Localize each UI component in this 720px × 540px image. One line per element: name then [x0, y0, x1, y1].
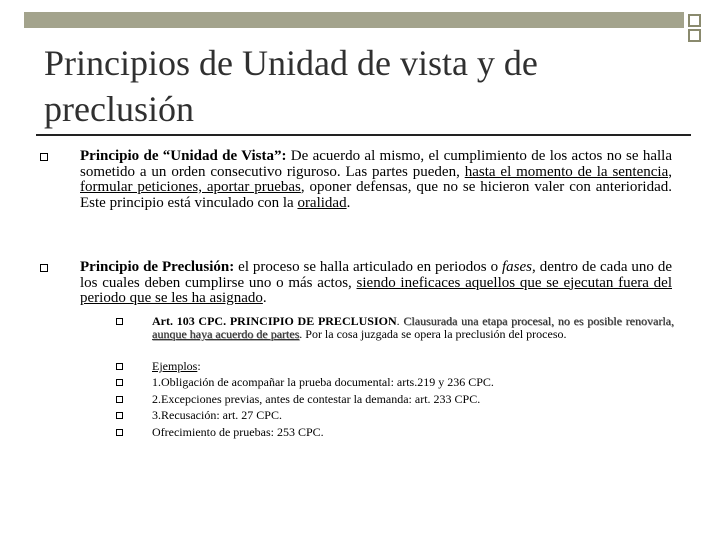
para1-text-3: .: [346, 194, 351, 211]
paragraph-preclusion: [80, 260, 672, 307]
bullet-icon: [40, 153, 48, 161]
sub-bullet-icon: [116, 379, 123, 386]
para2-text-3: .: [262, 290, 267, 306]
para2-text-2: , dentro de cada uno de los cuales deben cumplirse uno o más actos,: [80, 259, 673, 291]
sub-item-art-103: [152, 315, 674, 341]
corner-square-bottom: [688, 29, 701, 42]
sub-bullet-icon: [116, 412, 123, 419]
ejemplos-colon: :: [197, 359, 201, 373]
para1-underlined: hasta el momento de la sentencia, formular peticiones, aportar pruebas: [80, 163, 672, 195]
sub-bullet-icon: [116, 429, 123, 436]
sub-item-shadow-text: Clausurada una etapa procesal, no es posible renovarla,: [403, 314, 674, 328]
sub-item-example-1: 1.Obligación de acompañar la prueba documental: arts.219 y 236 CPC.: [152, 375, 494, 389]
sub-bullet-icon: [116, 396, 123, 403]
para1-text-2: , oponer defensas, que no se hicieron valer con anterioridad. Este principio está vinculado con la: [80, 179, 672, 211]
sub-item-heading: Art. 103 CPC. PRINCIPIO DE PRECLUSION: [152, 314, 397, 328]
sub-bullet-icon: [116, 318, 123, 325]
para2-italic: fases: [502, 259, 533, 275]
para2-underlined: siendo ineficaces aquellos que se ejecutan fuera del periodo que se les ha asignado: [80, 274, 672, 306]
header-bar: [24, 12, 684, 28]
sub-item-text-2: . Por la cosa juzgada se opera la preclusión del proceso.: [299, 327, 567, 341]
para2-text: el proceso se halla articulado en periodos o: [234, 259, 503, 275]
sub-item-underlined: aunque haya acuerdo de partes: [152, 327, 300, 341]
sub-item-example-2: 2.Excepciones previas, antes de contestar la demanda: art. 233 CPC.: [152, 392, 481, 406]
para1-heading: Principio de “Unidad de Vista”:: [80, 148, 287, 164]
slide-title: Principios de Unidad de vista y de preclusión: [44, 43, 538, 129]
bullet-icon: [40, 264, 48, 272]
sub-item-example-3: 3.Recusación: art. 27 CPC.: [152, 408, 282, 422]
paragraph-unidad-de-vista: [80, 149, 672, 211]
sub-item-example-4: Ofrecimiento de pruebas: 253 CPC.: [152, 425, 324, 439]
para2-heading: Principio de Preclusión:: [80, 259, 235, 275]
sub-item-ejemplos: [152, 360, 674, 373]
sub-bullet-icon: [116, 363, 123, 370]
para1-text: De acuerdo al mismo, el cumplimiento de los actos no se halla sometido a un orden consecutivo riguroso. Las partes pueden,: [80, 148, 672, 180]
ejemplos-label: Ejemplos: [152, 359, 198, 373]
corner-square-top: [688, 14, 701, 27]
title-divider: [36, 134, 691, 136]
para1-underlined-2: oralidad: [297, 194, 347, 211]
sub-item-text: .: [396, 314, 404, 328]
